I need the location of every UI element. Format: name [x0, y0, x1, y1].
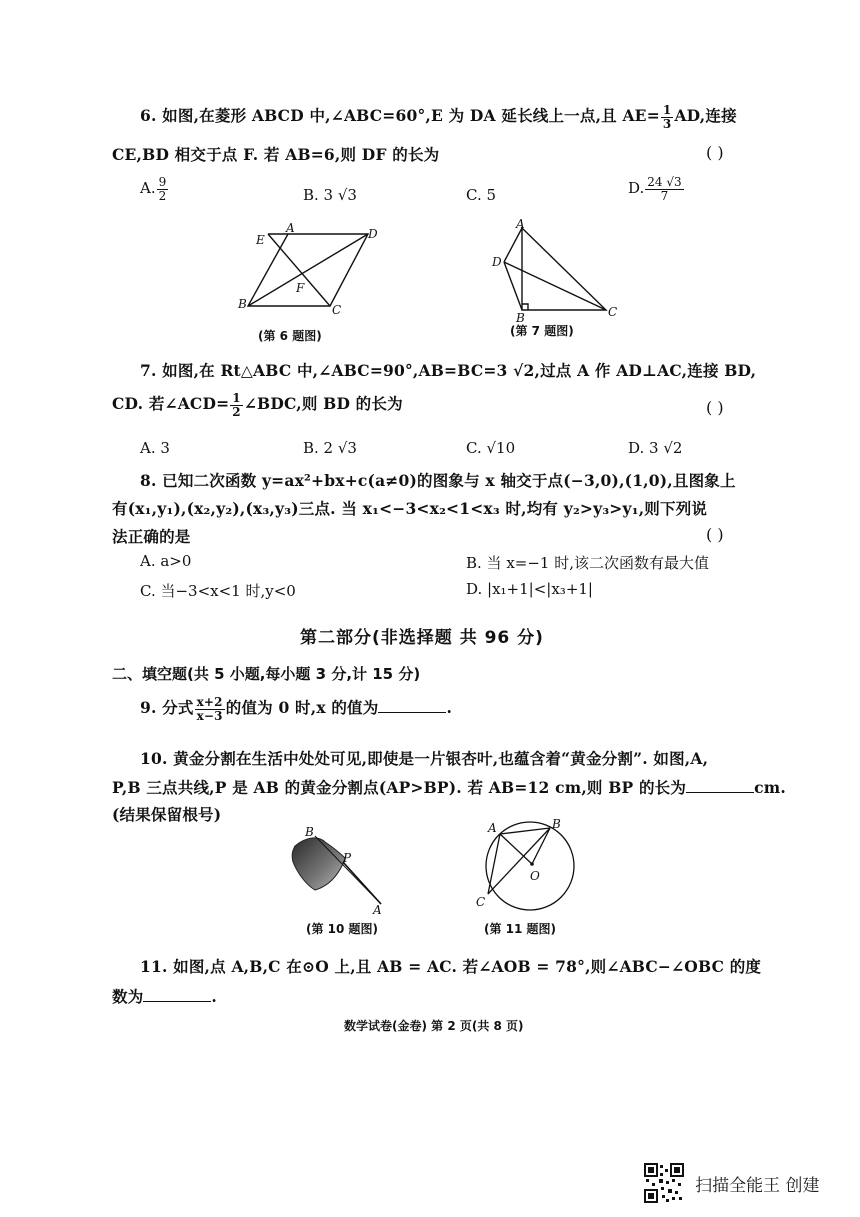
q6-option-a-num: 9 [158, 175, 167, 189]
q9-answer-blank[interactable] [378, 698, 446, 713]
q6-line1 [140, 104, 737, 130]
part2-title: 第二部分(非选择题 共 96 分) [300, 628, 544, 648]
q9-post: 的值为 0 时,x 的值为 [225, 698, 379, 718]
figure-11-circle [470, 816, 580, 916]
q9-line [140, 696, 452, 722]
q6-line2: CE,BD 相交于点 F. 若 AB=6,则 DF 的长为 [112, 145, 440, 164]
fig10-label-p: P [343, 851, 352, 865]
q6-option-c: C. 5 [466, 186, 497, 204]
figure-7-caption: (第 7 题图) [510, 324, 574, 338]
fig6-label-a: A [286, 222, 295, 235]
q8-line1: 8. 已知二次函数 y=ax²+bx+c(a≠0)的图象与 x 轴交于点(−3,0),(1,0),且图象上 [140, 471, 736, 490]
q7-line2-pre: CD. 若∠ACD= [112, 394, 230, 414]
fig11-label-a: A [488, 821, 497, 835]
q8-option-c: C. 当−3<x<1 时,y<0 [140, 582, 296, 600]
q8-line2: 有(x₁,y₁),(x₂,y₂),(x₃,y₃)三点. 当 x₁<−3<x₂<1<x₃ 时,均有 y₂>y₃>y₁,则下列说 [112, 499, 708, 518]
figure-6-caption: (第 6 题图) [258, 329, 322, 343]
q8-answer-paren: ( ) [706, 525, 724, 544]
fig6-label-f: F [296, 281, 305, 295]
q10-line3: (结果保留根号) [112, 805, 222, 824]
fig6-label-e: E [256, 233, 265, 247]
fig6-label-c: C [332, 303, 342, 317]
q6-option-d-label: D. [628, 179, 645, 198]
q6-option-d-num: 24 √3 [647, 175, 682, 189]
q6-line1-post: AD,连接 [674, 106, 737, 126]
q10-line2-post: cm. [754, 778, 786, 797]
figure-7-triangle [488, 218, 628, 322]
q7-fraction [230, 392, 243, 418]
fig10-label-b: B [305, 825, 314, 839]
figure-6-rhombus [230, 222, 390, 322]
q11-line2-pre: 数为 [112, 987, 144, 1006]
figure-11-caption: (第 11 题图) [484, 922, 557, 936]
fig10-leaf-shape [292, 838, 345, 890]
q8-line3: 法正确的是 [112, 527, 191, 546]
fig10-label-a: A [373, 903, 382, 914]
q6-option-b: B. 3 √3 [303, 186, 357, 204]
q8-option-b: B. 当 x=−1 时,该二次函数有最大值 [466, 554, 710, 572]
fig11-center-point [530, 862, 534, 866]
fig7-triangle-abc [522, 228, 606, 310]
q8-option-d: D. |x₁+1|<|x₃+1| [466, 580, 593, 598]
q9-frac-den: x−3 [196, 708, 223, 723]
fig7-label-d: D [492, 255, 502, 269]
watermark-text: 扫描全能王 创建 [695, 1175, 820, 1196]
q9-fraction [195, 696, 225, 722]
fig11-chord-ac [488, 834, 500, 894]
fig11-label-c: C [476, 895, 486, 909]
q7-option-c: C. √10 [466, 439, 516, 457]
q6-frac-den: 3 [662, 116, 672, 131]
fig7-label-b: B [516, 311, 525, 322]
q6-option-d-den: 7 [660, 188, 669, 203]
fig11-chord-bc [488, 828, 550, 894]
fig6-segment-bd [248, 234, 368, 306]
q7-line2-post: ∠BDC,则 BD 的长为 [243, 394, 403, 414]
q9-end: . [446, 698, 453, 718]
q6-line1-pre: 6. 如图,在菱形 ABCD 中,∠ABC=60°,E 为 DA 延长线上一点,且 AE= [140, 106, 660, 126]
q8-option-a: A. a>0 [140, 552, 192, 570]
q6-option-d [628, 176, 685, 202]
q10-line1: 10. 黄金分割在生活中处处可见,即使是一片银杏叶,也蕴含着“黄金分割”. 如图,A, [140, 749, 709, 768]
q6-frac-num: 1 [662, 103, 672, 117]
q10-line2 [112, 776, 786, 798]
fig7-right-angle-mark [522, 304, 528, 310]
q7-frac-den: 2 [232, 404, 241, 419]
q6-option-a [140, 176, 169, 202]
q11-line2 [112, 985, 217, 1007]
fig6-label-b: B [238, 297, 247, 311]
q10-answer-blank[interactable] [686, 778, 754, 793]
fig7-segment-ad [504, 228, 522, 262]
fig11-label-o: O [530, 869, 540, 883]
q7-line2 [112, 392, 403, 418]
q7-frac-num: 1 [232, 391, 241, 405]
figure-10-ginkgo-leaf [285, 822, 395, 914]
fig7-label-a: A [516, 218, 525, 231]
fig7-label-c: C [608, 305, 618, 319]
q6-option-a-den: 2 [158, 188, 167, 203]
q6-fraction [661, 104, 674, 130]
q10-line2-pre: P,B 三点共线,P 是 AB 的黄金分割点(AP>BP). 若 AB=12 cm,则 BP 的长为 [112, 778, 687, 797]
part2-subtitle: 二、填空题(共 5 小题,每小题 3 分,计 15 分) [112, 665, 421, 683]
q6-option-a-label: A. [140, 179, 156, 198]
q7-answer-paren: ( ) [706, 398, 724, 417]
qr-code-icon [644, 1163, 684, 1203]
fig11-radius-ob [532, 828, 550, 864]
q6-answer-paren: ( ) [706, 143, 724, 162]
q11-line1: 11. 如图,点 A,B,C 在⊙O 上,且 AB = AC. 若∠AOB = 78°,则∠ABC−∠OBC 的度 [140, 957, 762, 976]
q6-option-a-fraction [157, 176, 169, 202]
fig6-label-d: D [368, 227, 378, 241]
fig6-segment-ec [268, 234, 330, 306]
q7-line1: 7. 如图,在 Rt△ABC 中,∠ABC=90°,AB=BC=3 √2,过点 A 作 AD⊥AC,连接 BD, [140, 361, 757, 380]
q9-pre: 9. 分式 [140, 698, 194, 718]
fig11-label-b: B [552, 817, 561, 831]
q7-option-b: B. 2 √3 [303, 439, 357, 457]
q9-frac-num: x+2 [196, 695, 223, 709]
q6-option-d-fraction [645, 176, 683, 202]
q11-answer-blank[interactable] [143, 987, 211, 1002]
watermark [644, 1163, 820, 1203]
fig11-radius-oa [500, 834, 532, 864]
q11-line2-post: . [211, 987, 218, 1006]
figure-10-caption: (第 10 题图) [306, 922, 379, 936]
q7-option-d: D. 3 √2 [628, 439, 683, 457]
page-footer: 数学试卷(金卷) 第 2 页(共 8 页) [344, 1019, 524, 1033]
q7-option-a: A. 3 [140, 439, 170, 457]
